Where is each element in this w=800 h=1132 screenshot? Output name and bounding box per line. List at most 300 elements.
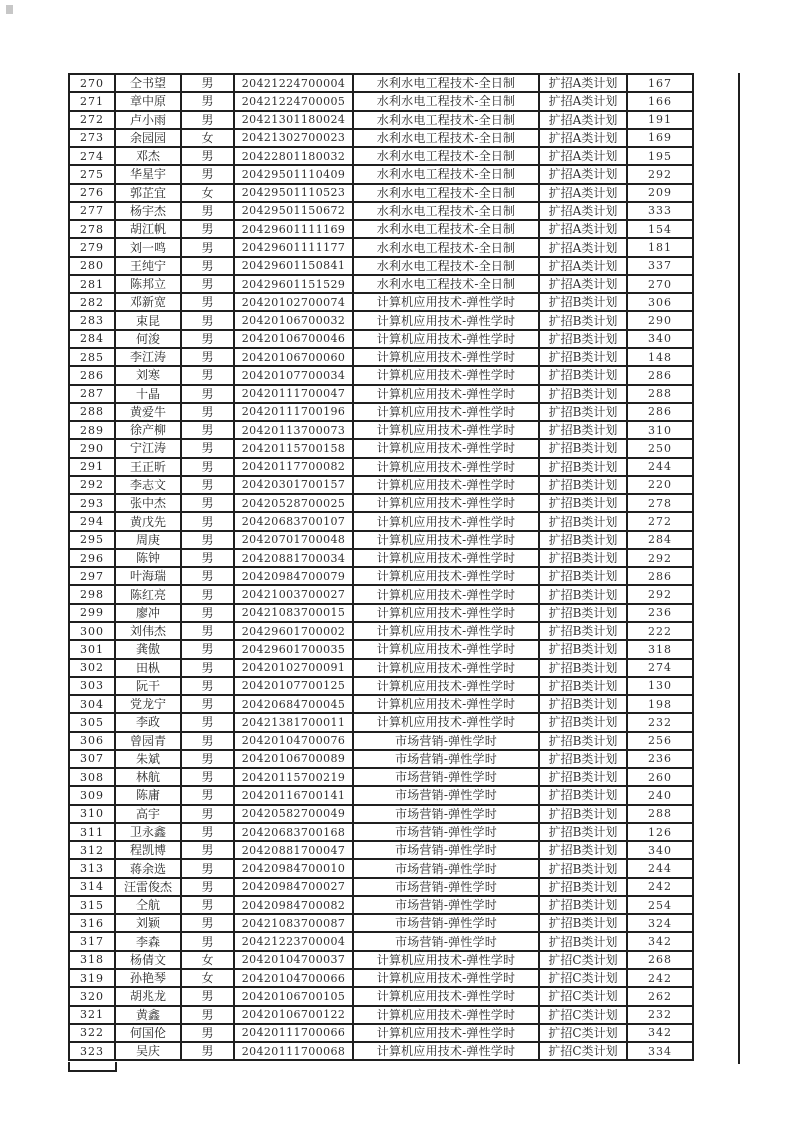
- cell-name: 章中原: [116, 93, 180, 109]
- cell-row-no: 295: [70, 532, 114, 548]
- cell-candidate-no: 20429501150672: [235, 203, 352, 219]
- cell-score: 222: [628, 623, 692, 639]
- cell-row-no: 272: [70, 112, 114, 128]
- cell-plan-type: 扩招B类计划: [540, 714, 626, 730]
- cell-gender: 男: [182, 294, 233, 310]
- cell-score: 306: [628, 294, 692, 310]
- cell-name: 陈庸: [116, 787, 180, 803]
- cell-score: 181: [628, 239, 692, 255]
- cell-score: 342: [628, 933, 692, 949]
- cell-row-no: 298: [70, 586, 114, 602]
- student-score-table: [68, 73, 694, 1061]
- cell-name: 徐产柳: [116, 422, 180, 438]
- cell-gender: 男: [182, 513, 233, 529]
- cell-row-no: 312: [70, 842, 114, 858]
- cell-row-no: 296: [70, 550, 114, 566]
- cell-gender: 男: [182, 166, 233, 182]
- cell-candidate-no: 20421302700023: [235, 130, 352, 146]
- cell-gender: 男: [182, 842, 233, 858]
- cell-major-mode: 计算机应用技术-弹性学时: [354, 678, 538, 694]
- cell-name: 余园园: [116, 130, 180, 146]
- cell-major-mode: 计算机应用技术-弹性学时: [354, 513, 538, 529]
- cell-gender: 男: [182, 879, 233, 895]
- cell-major-mode: 计算机应用技术-弹性学时: [354, 988, 538, 1004]
- cell-plan-type: 扩招B类计划: [540, 495, 626, 511]
- cell-score: 256: [628, 733, 692, 749]
- cell-plan-type: 扩招B类计划: [540, 312, 626, 328]
- cell-major-mode: 计算机应用技术-弹性学时: [354, 404, 538, 420]
- cell-gender: 男: [182, 988, 233, 1004]
- cell-name: 汪雷俊杰: [116, 879, 180, 895]
- cell-gender: 男: [182, 933, 233, 949]
- cell-score: 240: [628, 787, 692, 803]
- cell-gender: 男: [182, 733, 233, 749]
- cell-name: 李江涛: [116, 349, 180, 365]
- cell-name: 龚傲: [116, 641, 180, 657]
- cell-name: 胡江帆: [116, 221, 180, 237]
- cell-row-no: 300: [70, 623, 114, 639]
- cell-plan-type: 扩招B类计划: [540, 294, 626, 310]
- cell-major-mode: 计算机应用技术-弹性学时: [354, 349, 538, 365]
- cell-name: 黄鑫: [116, 1007, 180, 1023]
- cell-candidate-no: 20420684700045: [235, 696, 352, 712]
- cell-candidate-no: 20421083700015: [235, 605, 352, 621]
- cell-gender: 男: [182, 678, 233, 694]
- cell-candidate-no: 20429601111169: [235, 221, 352, 237]
- cell-plan-type: 扩招B类计划: [540, 769, 626, 785]
- cell-major-mode: 计算机应用技术-弹性学时: [354, 422, 538, 438]
- cell-gender: 男: [182, 239, 233, 255]
- cell-score: 340: [628, 842, 692, 858]
- cell-name: 吴庆: [116, 1043, 180, 1059]
- cell-row-no: 289: [70, 422, 114, 438]
- cell-score: 198: [628, 696, 692, 712]
- cell-gender: 女: [182, 185, 233, 201]
- cell-row-no: 319: [70, 970, 114, 986]
- cell-plan-type: 扩招B类计划: [540, 897, 626, 913]
- cell-major-mode: 计算机应用技术-弹性学时: [354, 952, 538, 968]
- cell-score: 268: [628, 952, 692, 968]
- cell-major-mode: 市场营销-弹性学时: [354, 915, 538, 931]
- cell-name: 王纯宁: [116, 258, 180, 274]
- cell-plan-type: 扩招A类计划: [540, 93, 626, 109]
- cell-row-no: 271: [70, 93, 114, 109]
- cell-plan-type: 扩招A类计划: [540, 239, 626, 255]
- cell-name: 黄爱牛: [116, 404, 180, 420]
- cell-gender: 男: [182, 258, 233, 274]
- cell-name: 周庚: [116, 532, 180, 548]
- cell-score: 292: [628, 166, 692, 182]
- cell-major-mode: 计算机应用技术-弹性学时: [354, 714, 538, 730]
- cell-row-no: 290: [70, 440, 114, 456]
- cell-major-mode: 市场营销-弹性学时: [354, 806, 538, 822]
- cell-gender: 男: [182, 915, 233, 931]
- cell-major-mode: 水利水电工程技术-全日制: [354, 276, 538, 292]
- cell-plan-type: 扩招B类计划: [540, 586, 626, 602]
- cell-name: 朱斌: [116, 751, 180, 767]
- cell-candidate-no: 20420107700125: [235, 678, 352, 694]
- cell-row-no: 280: [70, 258, 114, 274]
- cell-score: 274: [628, 660, 692, 676]
- cell-gender: 男: [182, 386, 233, 402]
- cell-row-no: 309: [70, 787, 114, 803]
- cell-gender: 男: [182, 93, 233, 109]
- cell-gender: 男: [182, 1043, 233, 1059]
- cell-candidate-no: 20421301180024: [235, 112, 352, 128]
- cell-gender: 男: [182, 605, 233, 621]
- cell-major-mode: 计算机应用技术-弹性学时: [354, 641, 538, 657]
- cell-score: 272: [628, 513, 692, 529]
- cell-candidate-no: 20429601151529: [235, 276, 352, 292]
- cell-candidate-no: 20420117700082: [235, 459, 352, 475]
- cell-major-mode: 计算机应用技术-弹性学时: [354, 331, 538, 347]
- cell-plan-type: 扩招B类计划: [540, 349, 626, 365]
- cell-candidate-no: 20420115700158: [235, 440, 352, 456]
- cell-plan-type: 扩招B类计划: [540, 824, 626, 840]
- cell-row-no: 308: [70, 769, 114, 785]
- cell-row-no: 288: [70, 404, 114, 420]
- cell-row-no: 311: [70, 824, 114, 840]
- cell-candidate-no: 20429501110523: [235, 185, 352, 201]
- cell-candidate-no: 20420104700066: [235, 970, 352, 986]
- cell-plan-type: 扩招A类计划: [540, 185, 626, 201]
- cell-gender: 男: [182, 112, 233, 128]
- cell-row-no: 320: [70, 988, 114, 1004]
- cell-row-no: 297: [70, 568, 114, 584]
- cell-major-mode: 市场营销-弹性学时: [354, 933, 538, 949]
- cell-plan-type: 扩招B类计划: [540, 879, 626, 895]
- cell-plan-type: 扩招B类计划: [540, 404, 626, 420]
- cell-score: 244: [628, 860, 692, 876]
- cell-score: 154: [628, 221, 692, 237]
- cell-name: 邓杰: [116, 148, 180, 164]
- cell-major-mode: 计算机应用技术-弹性学时: [354, 550, 538, 566]
- cell-candidate-no: 20420115700219: [235, 769, 352, 785]
- cell-major-mode: 计算机应用技术-弹性学时: [354, 696, 538, 712]
- cell-score: 169: [628, 130, 692, 146]
- cell-gender: 男: [182, 75, 233, 91]
- cell-candidate-no: 20420116700141: [235, 787, 352, 803]
- cell-major-mode: 计算机应用技术-弹性学时: [354, 294, 538, 310]
- cell-gender: 男: [182, 331, 233, 347]
- cell-name: 党龙宁: [116, 696, 180, 712]
- cell-name: 陈邦立: [116, 276, 180, 292]
- cell-gender: 男: [182, 660, 233, 676]
- cell-score: 318: [628, 641, 692, 657]
- cell-plan-type: 扩招C类计划: [540, 970, 626, 986]
- cell-major-mode: 水利水电工程技术-全日制: [354, 148, 538, 164]
- cell-major-mode: 市场营销-弹性学时: [354, 897, 538, 913]
- cell-candidate-no: 20420106700032: [235, 312, 352, 328]
- cell-candidate-no: 20420113700073: [235, 422, 352, 438]
- cell-row-no: 293: [70, 495, 114, 511]
- cell-row-no: 286: [70, 367, 114, 383]
- cell-plan-type: 扩招B类计划: [540, 568, 626, 584]
- cell-plan-type: 扩招B类计划: [540, 641, 626, 657]
- cell-candidate-no: 20420683700107: [235, 513, 352, 529]
- cell-gender: 女: [182, 970, 233, 986]
- cell-candidate-no: 20420301700157: [235, 477, 352, 493]
- cell-score: 242: [628, 879, 692, 895]
- cell-row-no: 317: [70, 933, 114, 949]
- cell-gender: 男: [182, 276, 233, 292]
- cell-major-mode: 计算机应用技术-弹性学时: [354, 386, 538, 402]
- cell-row-no: 273: [70, 130, 114, 146]
- cell-gender: 男: [182, 696, 233, 712]
- cell-gender: 男: [182, 806, 233, 822]
- cell-score: 130: [628, 678, 692, 694]
- cell-candidate-no: 20421083700087: [235, 915, 352, 931]
- cell-major-mode: 计算机应用技术-弹性学时: [354, 568, 538, 584]
- cell-gender: 男: [182, 714, 233, 730]
- cell-row-no: 279: [70, 239, 114, 255]
- cell-major-mode: 计算机应用技术-弹性学时: [354, 1043, 538, 1059]
- cell-candidate-no: 20420106700089: [235, 751, 352, 767]
- cell-score: 288: [628, 386, 692, 402]
- cell-candidate-no: 20429601700035: [235, 641, 352, 657]
- cell-name: 十晶: [116, 386, 180, 402]
- cell-gender: 男: [182, 1025, 233, 1041]
- cell-candidate-no: 20420984700082: [235, 897, 352, 913]
- cell-major-mode: 水利水电工程技术-全日制: [354, 221, 538, 237]
- cell-name: 杨宇杰: [116, 203, 180, 219]
- cell-name: 仝航: [116, 897, 180, 913]
- cell-score: 126: [628, 824, 692, 840]
- cell-gender: 女: [182, 130, 233, 146]
- cell-row-no: 321: [70, 1007, 114, 1023]
- cell-row-no: 287: [70, 386, 114, 402]
- cell-name: 张中杰: [116, 495, 180, 511]
- cell-row-no: 299: [70, 605, 114, 621]
- cell-name: 何国伦: [116, 1025, 180, 1041]
- cell-row-no: 315: [70, 897, 114, 913]
- cell-major-mode: 计算机应用技术-弹性学时: [354, 623, 538, 639]
- cell-gender: 男: [182, 404, 233, 420]
- cell-name: 高宇: [116, 806, 180, 822]
- cell-name: 李政: [116, 714, 180, 730]
- cell-plan-type: 扩招A类计划: [540, 148, 626, 164]
- cell-candidate-no: 20421224700005: [235, 93, 352, 109]
- cell-row-no: 323: [70, 1043, 114, 1059]
- cell-major-mode: 计算机应用技术-弹性学时: [354, 440, 538, 456]
- cell-candidate-no: 20420102700074: [235, 294, 352, 310]
- cell-major-mode: 水利水电工程技术-全日制: [354, 258, 538, 274]
- cell-row-no: 302: [70, 660, 114, 676]
- cell-name: 阮干: [116, 678, 180, 694]
- cell-score: 286: [628, 568, 692, 584]
- cell-major-mode: 计算机应用技术-弹性学时: [354, 495, 538, 511]
- cell-row-no: 305: [70, 714, 114, 730]
- cell-major-mode: 市场营销-弹性学时: [354, 751, 538, 767]
- cell-candidate-no: 20420984700079: [235, 568, 352, 584]
- cell-major-mode: 市场营销-弹性学时: [354, 769, 538, 785]
- cell-score: 244: [628, 459, 692, 475]
- cell-major-mode: 计算机应用技术-弹性学时: [354, 312, 538, 328]
- cell-row-no: 270: [70, 75, 114, 91]
- cell-score: 232: [628, 714, 692, 730]
- cell-plan-type: 扩招B类计划: [540, 623, 626, 639]
- cell-row-no: 283: [70, 312, 114, 328]
- cell-candidate-no: 20420104700076: [235, 733, 352, 749]
- cell-plan-type: 扩招B类计划: [540, 678, 626, 694]
- cell-gender: 男: [182, 495, 233, 511]
- cell-score: 337: [628, 258, 692, 274]
- cell-name: 廖冲: [116, 605, 180, 621]
- cell-major-mode: 市场营销-弹性学时: [354, 733, 538, 749]
- cell-row-no: 275: [70, 166, 114, 182]
- cell-name: 胡兆龙: [116, 988, 180, 1004]
- cell-score: 262: [628, 988, 692, 1004]
- cell-row-no: 313: [70, 860, 114, 876]
- cell-score: 220: [628, 477, 692, 493]
- cell-candidate-no: 20420106700046: [235, 331, 352, 347]
- cell-name: 李森: [116, 933, 180, 949]
- cell-candidate-no: 20420528700025: [235, 495, 352, 511]
- cell-plan-type: 扩招B类计划: [540, 367, 626, 383]
- cell-gender: 男: [182, 550, 233, 566]
- cell-major-mode: 计算机应用技术-弹性学时: [354, 1007, 538, 1023]
- cell-gender: 男: [182, 477, 233, 493]
- cell-row-no: 318: [70, 952, 114, 968]
- cell-score: 324: [628, 915, 692, 931]
- cell-score: 340: [628, 331, 692, 347]
- cell-candidate-no: 20422801180032: [235, 148, 352, 164]
- cell-plan-type: 扩招C类计划: [540, 988, 626, 1004]
- cell-plan-type: 扩招B类计划: [540, 513, 626, 529]
- cell-gender: 男: [182, 824, 233, 840]
- cell-score: 254: [628, 897, 692, 913]
- cell-candidate-no: 20420881700034: [235, 550, 352, 566]
- cell-name: 王正昕: [116, 459, 180, 475]
- cell-major-mode: 水利水电工程技术-全日制: [354, 239, 538, 255]
- cell-gender: 男: [182, 860, 233, 876]
- cell-score: 334: [628, 1043, 692, 1059]
- cell-gender: 男: [182, 532, 233, 548]
- cell-major-mode: 水利水电工程技术-全日制: [354, 185, 538, 201]
- cell-plan-type: 扩招B类计划: [540, 459, 626, 475]
- cell-candidate-no: 20420102700091: [235, 660, 352, 676]
- cell-plan-type: 扩招B类计划: [540, 806, 626, 822]
- cell-name: 孙艳琴: [116, 970, 180, 986]
- cell-candidate-no: 20420111700196: [235, 404, 352, 420]
- cell-candidate-no: 20421003700027: [235, 586, 352, 602]
- cell-gender: 男: [182, 459, 233, 475]
- cell-row-no: 284: [70, 331, 114, 347]
- cell-row-no: 303: [70, 678, 114, 694]
- cell-gender: 女: [182, 952, 233, 968]
- cell-major-mode: 市场营销-弹性学时: [354, 879, 538, 895]
- cell-plan-type: 扩招B类计划: [540, 842, 626, 858]
- cell-candidate-no: 20421381700011: [235, 714, 352, 730]
- cell-name: 田枞: [116, 660, 180, 676]
- cell-score: 195: [628, 148, 692, 164]
- cell-name: 束昆: [116, 312, 180, 328]
- cell-row-no: 304: [70, 696, 114, 712]
- cell-plan-type: 扩招A类计划: [540, 276, 626, 292]
- cell-row-no: 277: [70, 203, 114, 219]
- cell-candidate-no: 20420104700037: [235, 952, 352, 968]
- cell-plan-type: 扩招C类计划: [540, 1043, 626, 1059]
- cell-major-mode: 计算机应用技术-弹性学时: [354, 605, 538, 621]
- cell-row-no: 307: [70, 751, 114, 767]
- cell-name: 黄戊先: [116, 513, 180, 529]
- cell-plan-type: 扩招C类计划: [540, 952, 626, 968]
- cell-plan-type: 扩招B类计划: [540, 422, 626, 438]
- cell-major-mode: 市场营销-弹性学时: [354, 842, 538, 858]
- cell-gender: 男: [182, 751, 233, 767]
- cell-name: 刘一鸣: [116, 239, 180, 255]
- cell-major-mode: 计算机应用技术-弹性学时: [354, 1025, 538, 1041]
- cell-name: 陈钟: [116, 550, 180, 566]
- cell-row-no: 282: [70, 294, 114, 310]
- cell-name: 蒋余选: [116, 860, 180, 876]
- cell-score: 290: [628, 312, 692, 328]
- cell-row-no: 314: [70, 879, 114, 895]
- cell-gender: 男: [182, 568, 233, 584]
- cell-major-mode: 市场营销-弹性学时: [354, 787, 538, 803]
- cell-score: 292: [628, 586, 692, 602]
- cell-row-no: 322: [70, 1025, 114, 1041]
- right-column-rule: [738, 73, 740, 1064]
- cell-plan-type: 扩招B类计划: [540, 605, 626, 621]
- cell-score: 278: [628, 495, 692, 511]
- cell-plan-type: 扩招B类计划: [540, 550, 626, 566]
- cell-name: 程凯博: [116, 842, 180, 858]
- cell-score: 286: [628, 404, 692, 420]
- cell-gender: 男: [182, 203, 233, 219]
- cell-plan-type: 扩招C类计划: [540, 1007, 626, 1023]
- cell-score: 232: [628, 1007, 692, 1023]
- cell-score: 236: [628, 605, 692, 621]
- cell-major-mode: 计算机应用技术-弹性学时: [354, 660, 538, 676]
- cell-name: 李志文: [116, 477, 180, 493]
- cell-candidate-no: 20420107700034: [235, 367, 352, 383]
- cell-gender: 男: [182, 440, 233, 456]
- cell-plan-type: 扩招A类计划: [540, 166, 626, 182]
- cell-major-mode: 计算机应用技术-弹性学时: [354, 532, 538, 548]
- cell-score: 250: [628, 440, 692, 456]
- cell-gender: 男: [182, 367, 233, 383]
- cell-row-no: 294: [70, 513, 114, 529]
- cell-candidate-no: 20420984700010: [235, 860, 352, 876]
- cell-major-mode: 市场营销-弹性学时: [354, 824, 538, 840]
- cell-name: 华星宇: [116, 166, 180, 182]
- cell-candidate-no: 20420106700122: [235, 1007, 352, 1023]
- cell-candidate-no: 20420701700048: [235, 532, 352, 548]
- cell-candidate-no: 20420582700049: [235, 806, 352, 822]
- cell-row-no: 274: [70, 148, 114, 164]
- cell-name: 何浚: [116, 331, 180, 347]
- cell-major-mode: 水利水电工程技术-全日制: [354, 166, 538, 182]
- cell-score: 292: [628, 550, 692, 566]
- cell-score: 260: [628, 769, 692, 785]
- cell-plan-type: 扩招A类计划: [540, 203, 626, 219]
- cell-row-no: 310: [70, 806, 114, 822]
- cell-plan-type: 扩招B类计划: [540, 532, 626, 548]
- cell-score: 167: [628, 75, 692, 91]
- cell-row-no: 316: [70, 915, 114, 931]
- cell-plan-type: 扩招B类计划: [540, 386, 626, 402]
- cell-gender: 男: [182, 586, 233, 602]
- cell-row-no: 285: [70, 349, 114, 365]
- cell-plan-type: 扩招B类计划: [540, 477, 626, 493]
- cell-major-mode: 计算机应用技术-弹性学时: [354, 459, 538, 475]
- cell-major-mode: 计算机应用技术-弹性学时: [354, 970, 538, 986]
- cell-candidate-no: 20429601700002: [235, 623, 352, 639]
- cell-row-no: 301: [70, 641, 114, 657]
- cell-candidate-no: 20429501110409: [235, 166, 352, 182]
- cell-plan-type: 扩招B类计划: [540, 915, 626, 931]
